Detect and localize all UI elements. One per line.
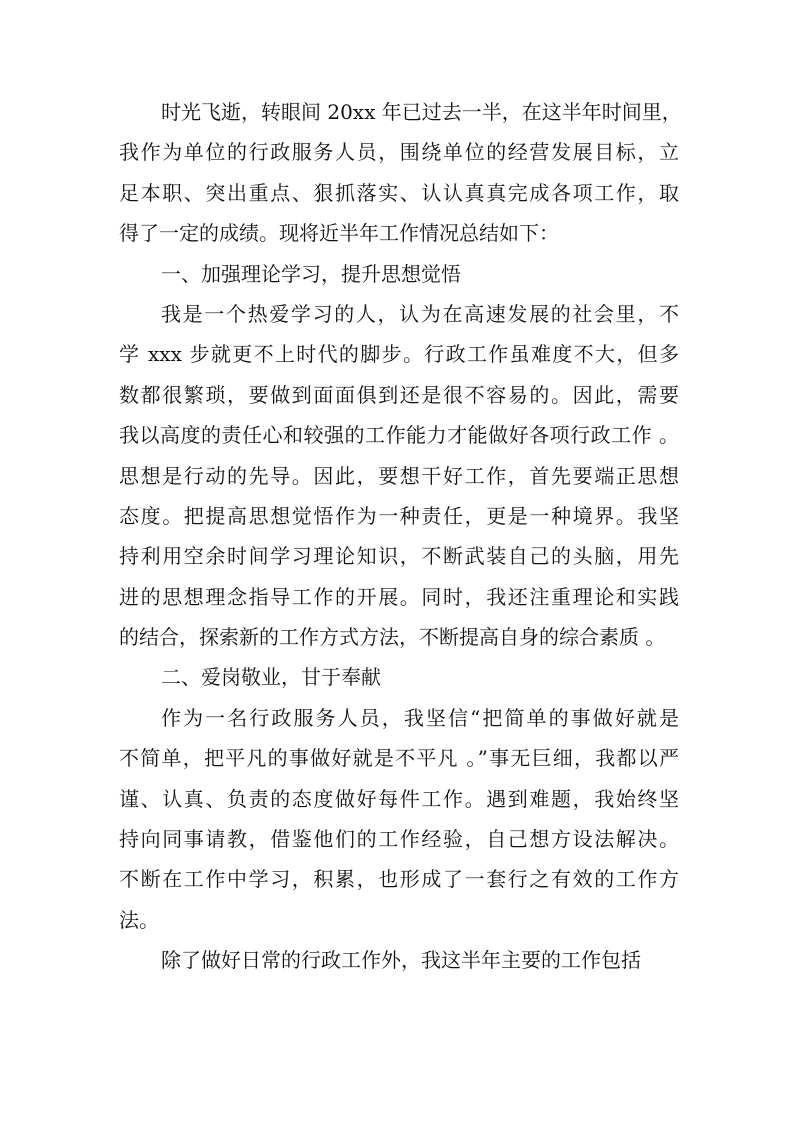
text-line-9: 我以高度的责任心和较强的工作能力才能做好各项行政工作 。 <box>119 423 679 448</box>
text-line-12: 持利用空余时间学习理论知识，不断武装自己的头脑，用先 <box>119 544 679 569</box>
text-line-13: 进的思想理念指导工作的开展。同时，我还注重理论和实践 <box>119 584 679 609</box>
text-line-17: 不简单，把平凡的事做好就是不平凡 。”事无巨细，我都以严 <box>119 746 679 771</box>
text-line-11: 态度。把提高思想觉悟作为一种责任，更是一种境界。我坚 <box>119 503 679 528</box>
text-line-3: 足本职、突出重点、狠抓落实、认认真真完成各项工作，取 <box>119 180 679 205</box>
text-line-14: 的结合，探索新的工作方式方法，不断提高自身的综合素质 。 <box>119 625 666 650</box>
text-line-2: 我作为单位的行政服务人员，围绕单位的经营发展目标，立 <box>119 140 679 165</box>
text-line-15: 二、爱岗敬业，甘于奉献 <box>161 665 381 690</box>
text-line-5: 一、加强理论学习，提升思想觉悟 <box>161 261 461 286</box>
text-line-19: 持向同事请教，借鉴他们的工作经验，自己想方设法解决。 <box>119 827 679 852</box>
text-line-1: 时光飞逝，转眼间 20xx 年已过去一半，在这半年时间里， <box>161 100 682 124</box>
text-line-6: 我是一个热爱学习的人，认为在高速发展的社会里，不 <box>161 301 679 326</box>
text-line-10: 思想是行动的先导。因此，要想干好工作，首先要端正思想 <box>119 463 679 488</box>
text-line-8: 数都很繁琐，要做到面面俱到还是很不容易的。因此，需要 <box>119 382 679 407</box>
text-line-20: 不断在工作中学习，积累，也形成了一套行之有效的工作方 <box>119 867 679 892</box>
document-body <box>119 92 682 981</box>
text-line-22: 除了做好日常的行政工作外，我这半年主要的工作包括 <box>161 948 641 973</box>
text-line-16: 作为一名行政服务人员，我坚信“把简单的事做好就是 <box>161 705 679 730</box>
text-line-4: 得了一定的成绩。现将近半年工作情况总结如下： <box>119 221 559 246</box>
text-line-18: 谨、认真、负责的态度做好每件工作。遇到难题，我始终坚 <box>119 786 679 811</box>
text-line-21: 法。 <box>119 907 159 932</box>
text-line-7: 学 xxx 步就更不上时代的脚步。行政工作虽难度不大，但多 <box>119 342 679 367</box>
